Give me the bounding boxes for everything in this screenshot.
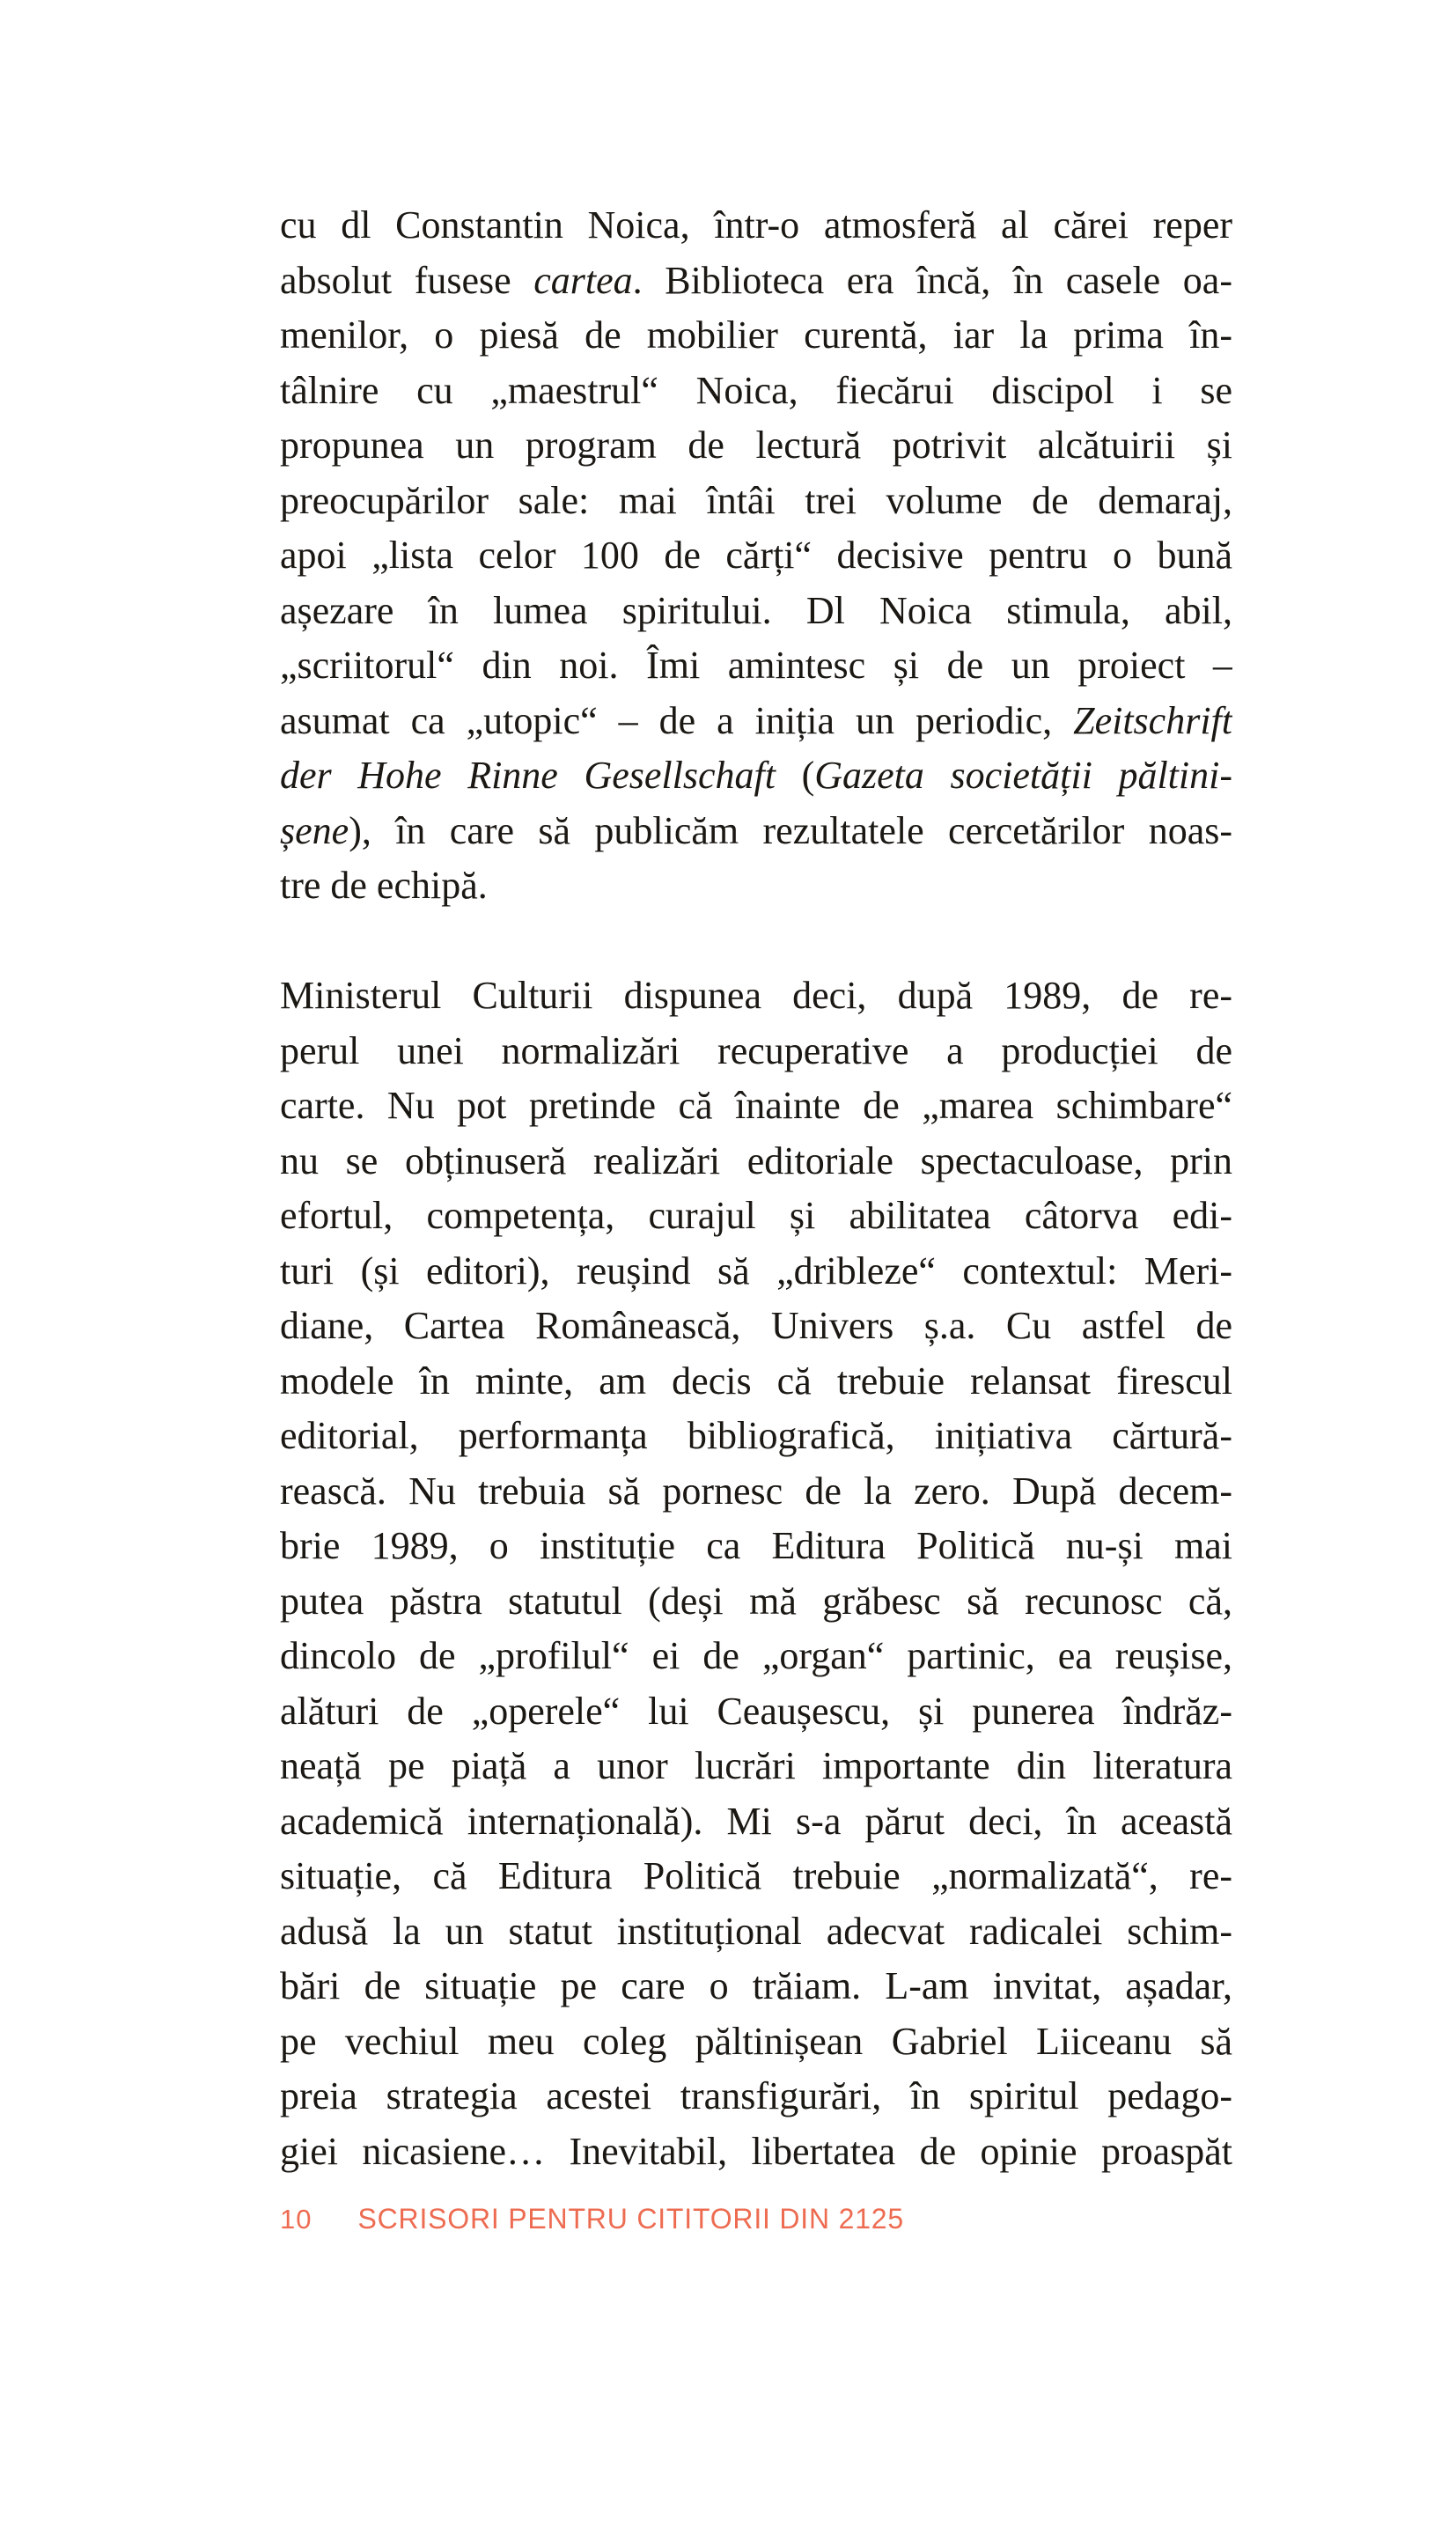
text-segment: asumat ca „utopic“ – de a iniția un periodic, [280,698,1074,742]
text-segment: situație, că Editura Politică trebuie „normalizată“, re- [280,1854,1232,1897]
text-segment: preia strategia acestei transfigurări, în spiritul pedago- [280,2074,1232,2117]
italic-text-segment: șene [280,808,349,852]
text-line [280,1079,1232,1134]
text-line [280,1959,1232,2014]
text-segment: ), în care să publicăm rezultatele cercetărilor noas- [349,808,1232,852]
text-segment: alături de „operele“ lui Ceaușescu, și punerea îndrăz- [280,1689,1232,1733]
text-line [280,1794,1232,1850]
italic-text-segment: cartea [533,258,633,302]
text-line [280,1684,1232,1740]
text-segment: Ministerul Culturii dispunea deci, după 1989, de re- [280,974,1232,1017]
text-line [280,1849,1232,1904]
text-segment: brie 1989, o instituție ca Editura Politică nu-și mai [280,1524,1232,1567]
text-segment: propunea un program de lectură potrivit alcătuirii și [280,423,1232,467]
text-segment: dincolo de „profilul“ ei de „organ“ partinic, ea reușise, [280,1634,1232,1677]
page-footer [280,2203,1232,2235]
text-line [280,1464,1232,1520]
text-line [280,1629,1232,1684]
text-line [280,1519,1232,1574]
text-segment: academică internațională). Mi s-a părut deci, în această [280,1799,1232,1843]
paragraph [280,968,1232,2179]
text-segment: turi (și editori), reușind să „dribleze“ contextul: Meri- [280,1248,1232,1292]
body-text [280,198,1232,2179]
text-segment: putea păstra statutul (deși mă grăbesc să recunosc că, [280,1579,1232,1623]
text-segment: ( [775,754,815,797]
text-segment: menilor, o piesă de mobilier curentă, iar la prima în- [280,313,1232,357]
text-segment: tre de echipă. [280,864,488,907]
text-line [280,474,1232,529]
text-line [280,198,1232,254]
text-segment: adusă la un statut instituțional adecvat radicalei schim- [280,1909,1232,1953]
text-line [280,2014,1232,2070]
text-line [280,1574,1232,1630]
text-line [280,308,1232,364]
text-segment: nu se obținuseră realizări editoriale spectaculoase, prin [280,1138,1232,1182]
text-line [280,528,1232,584]
text-segment: . Biblioteca era încă, în casele oa- [632,258,1232,302]
text-line [280,1299,1232,1354]
text-segment: editorial, performanța bibliografică, inițiativa cărtură- [280,1414,1232,1457]
text-segment: tâlnire cu „maestrul“ Noica, fiecărui discipol i se [280,368,1232,412]
text-line [280,2069,1232,2125]
text-segment: perul unei normalizări recuperative a producției de [280,1028,1232,1072]
text-line [280,748,1232,804]
text-line [280,254,1232,309]
text-segment: carte. Nu pot pretinde că înainte de „marea schimbare“ [280,1084,1232,1127]
text-line [280,418,1232,474]
text-segment: diane, Cartea Românească, Univers ș.a. Cu astfel de [280,1304,1232,1347]
text-segment: rească. Nu trebuia să pornesc de la zero. După decem- [280,1469,1232,1513]
text-line [280,1739,1232,1794]
text-line [280,2125,1232,2180]
text-line [280,1134,1232,1189]
text-segment: giei nicasiene… Inevitabil, libertatea de opinie proaspăt [280,2129,1232,2173]
italic-text-segment: Gazeta societății păltini- [814,754,1232,797]
text-line [280,364,1232,419]
text-line [280,1189,1232,1244]
running-title: SCRISORI PENTRU CITITORII DIN 2125 [357,2203,904,2235]
page-number: 10 [280,2204,313,2235]
text-segment: neață pe piață a unor lucrări importante din literatura [280,1744,1232,1787]
text-line [280,804,1232,859]
text-segment: preocupărilor sale: mai întâi trei volume de demaraj, [280,478,1232,522]
italic-text-segment: der Hohe Rinne Gesellschaft [280,754,776,797]
text-line [280,584,1232,639]
text-segment: absolut fusese [280,258,534,302]
text-line [280,858,1232,914]
text-segment: așezare în lumea spiritului. Dl Noica stimula, abil, [280,588,1232,632]
text-line [280,1409,1232,1464]
text-line [280,694,1232,749]
text-line [280,1904,1232,1960]
paragraph [280,198,1232,914]
text-segment: cu dl Constantin Noica, într-o atmosferă al cărei reper [280,203,1232,247]
italic-text-segment: Zeitschrift [1073,698,1232,742]
text-line [280,1354,1232,1410]
text-segment: modele în minte, am decis că trebuie relansat firescul [280,1359,1232,1403]
text-line [280,1024,1232,1079]
text-segment: apoi „lista celor 100 de cărți“ decisive pentru o bună [280,534,1232,577]
text-line [280,1244,1232,1300]
text-segment: bări de situație pe care o trăiam. L-am invitat, așadar, [280,1964,1232,2007]
text-segment: „scriitorul“ din noi. Îmi amintesc și de un proiect – [280,644,1232,687]
text-segment: efortul, competența, curajul și abilitatea câtorva edi- [280,1194,1232,1237]
text-line [280,968,1232,1024]
text-line [280,638,1232,694]
text-segment: pe vechiul meu coleg păltinișean Gabriel Liiceanu să [280,2019,1232,2063]
